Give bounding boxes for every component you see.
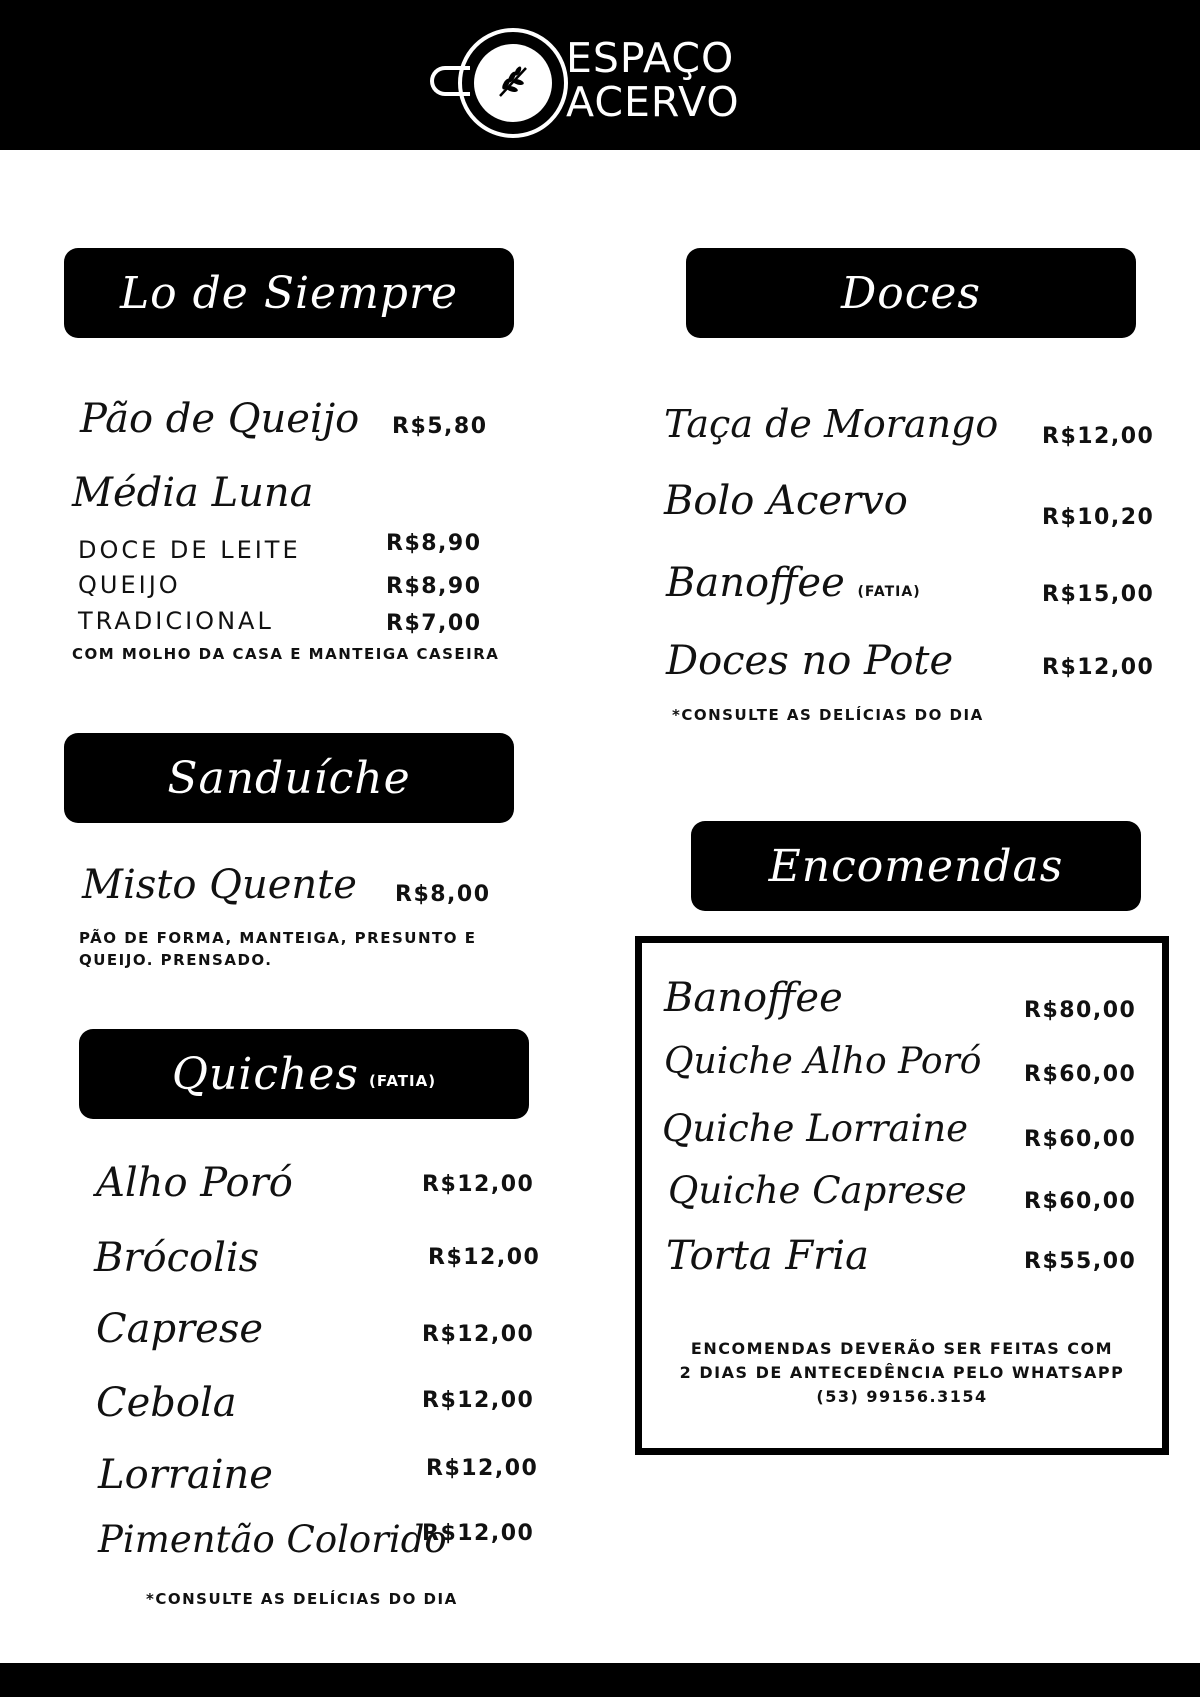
- menu-item-price: R$12,00: [426, 1456, 539, 1481]
- brand-logo: [428, 28, 768, 140]
- menu-item-price: R$12,00: [422, 1521, 535, 1546]
- menu-item-price: R$80,00: [1024, 998, 1137, 1023]
- brand-line-2: ACERVO: [566, 78, 740, 126]
- menu-item-price: R$60,00: [1024, 1127, 1137, 1152]
- menu-item-price: R$10,20: [1042, 505, 1155, 530]
- menu-item-name: Cebola: [96, 1380, 237, 1426]
- section-note-line-1: PÃO DE FORMA, MANTEIGA, PRESUNTO E: [79, 929, 477, 947]
- section-title: Lo de Siempre: [119, 267, 459, 319]
- section-note-line-2: QUEIJO. PRENSADO.: [79, 951, 273, 969]
- menu-item-name: Alho Poró: [96, 1160, 293, 1206]
- menu-item-name: Lorraine: [98, 1452, 273, 1498]
- menu-item-price: R$12,00: [422, 1388, 535, 1413]
- menu-item-price: R$5,80: [392, 414, 488, 439]
- section-header-quiches: [79, 1029, 529, 1119]
- menu-item-name: Pão de Queijo: [80, 396, 360, 442]
- section-note: *CONSULTE AS DELÍCIAS DO DIA: [146, 1590, 458, 1608]
- section-tag: (FATIA): [368, 1072, 437, 1090]
- menu-option-name: DOCE DE LEITE: [78, 536, 301, 564]
- header-bar: [0, 0, 1200, 150]
- menu-item-name: Banoffee: [664, 975, 843, 1021]
- menu-item-name-text: Banoffee: [666, 560, 845, 606]
- section-header-encomendas: [691, 821, 1141, 911]
- menu-item-name: Média Luna: [72, 470, 314, 516]
- menu-option-name: TRADICIONAL: [78, 607, 274, 635]
- menu-item-price: R$12,00: [428, 1245, 541, 1270]
- menu-item-name: Taça de Morango: [664, 402, 999, 446]
- menu-item-name: Brócolis: [94, 1235, 260, 1281]
- menu-option-price: R$8,90: [386, 574, 482, 599]
- menu-item-name: Quiche Alho Poró: [664, 1041, 982, 1082]
- section-note: *CONSULTE AS DELÍCIAS DO DIA: [672, 706, 984, 724]
- section-header-lo-de-siempre: [64, 248, 514, 338]
- leaf-icon: [492, 60, 534, 102]
- brand-line-1: ESPAÇO: [566, 34, 735, 82]
- orders-note-phone: (53) 99156.3154: [816, 1387, 988, 1406]
- section-title: Quiches: [171, 1048, 359, 1100]
- cup-with-leaf-icon: [458, 28, 568, 138]
- menu-item-name: Misto Quente: [82, 862, 357, 908]
- menu-item-name: [666, 560, 921, 606]
- footer-bar: [0, 1663, 1200, 1697]
- menu-item-price: R$55,00: [1024, 1249, 1137, 1274]
- section-title: Sanduíche: [167, 752, 411, 804]
- menu-item-price: R$12,00: [1042, 424, 1155, 449]
- section-title: Doces: [840, 267, 982, 319]
- menu-option-name: QUEIJO: [78, 571, 181, 599]
- orders-note-line-1: ENCOMENDAS DEVERÃO SER FEITAS COM: [690, 1339, 1114, 1358]
- menu-item-price: R$12,00: [422, 1322, 535, 1347]
- menu-item-price: R$12,00: [422, 1172, 535, 1197]
- orders-note-line-2: 2 DIAS DE ANTECEDÊNCIA PELO WHATSAPP: [679, 1363, 1125, 1382]
- menu-item-name: Pimentão Colorido: [98, 1518, 447, 1561]
- menu-item-name: Torta Fria: [666, 1233, 869, 1279]
- menu-item-name: Bolo Acervo: [664, 478, 908, 524]
- menu-item-name: Doces no Pote: [666, 638, 954, 684]
- menu-option-price: R$7,00: [386, 611, 482, 636]
- menu-item-name: Quiche Caprese: [668, 1169, 967, 1212]
- section-header-sanduiche: [64, 733, 514, 823]
- menu-item-name: Caprese: [96, 1306, 264, 1352]
- section-header-doces: [686, 248, 1136, 338]
- section-note: COM MOLHO DA CASA E MANTEIGA CASEIRA: [72, 645, 500, 663]
- menu-option-price: R$8,90: [386, 531, 482, 556]
- menu-item-price: R$60,00: [1024, 1062, 1137, 1087]
- section-title: Encomendas: [768, 840, 1064, 892]
- orders-box: [635, 936, 1169, 1455]
- menu-item-price: R$60,00: [1024, 1189, 1137, 1214]
- menu-item-tag: (FATIA): [857, 584, 921, 600]
- menu-item-price: R$8,00: [395, 882, 491, 907]
- brand-name: [566, 36, 740, 124]
- menu-item-price: R$12,00: [1042, 655, 1155, 680]
- menu-item-price: R$15,00: [1042, 582, 1155, 607]
- menu-item-name: Quiche Lorraine: [662, 1107, 969, 1150]
